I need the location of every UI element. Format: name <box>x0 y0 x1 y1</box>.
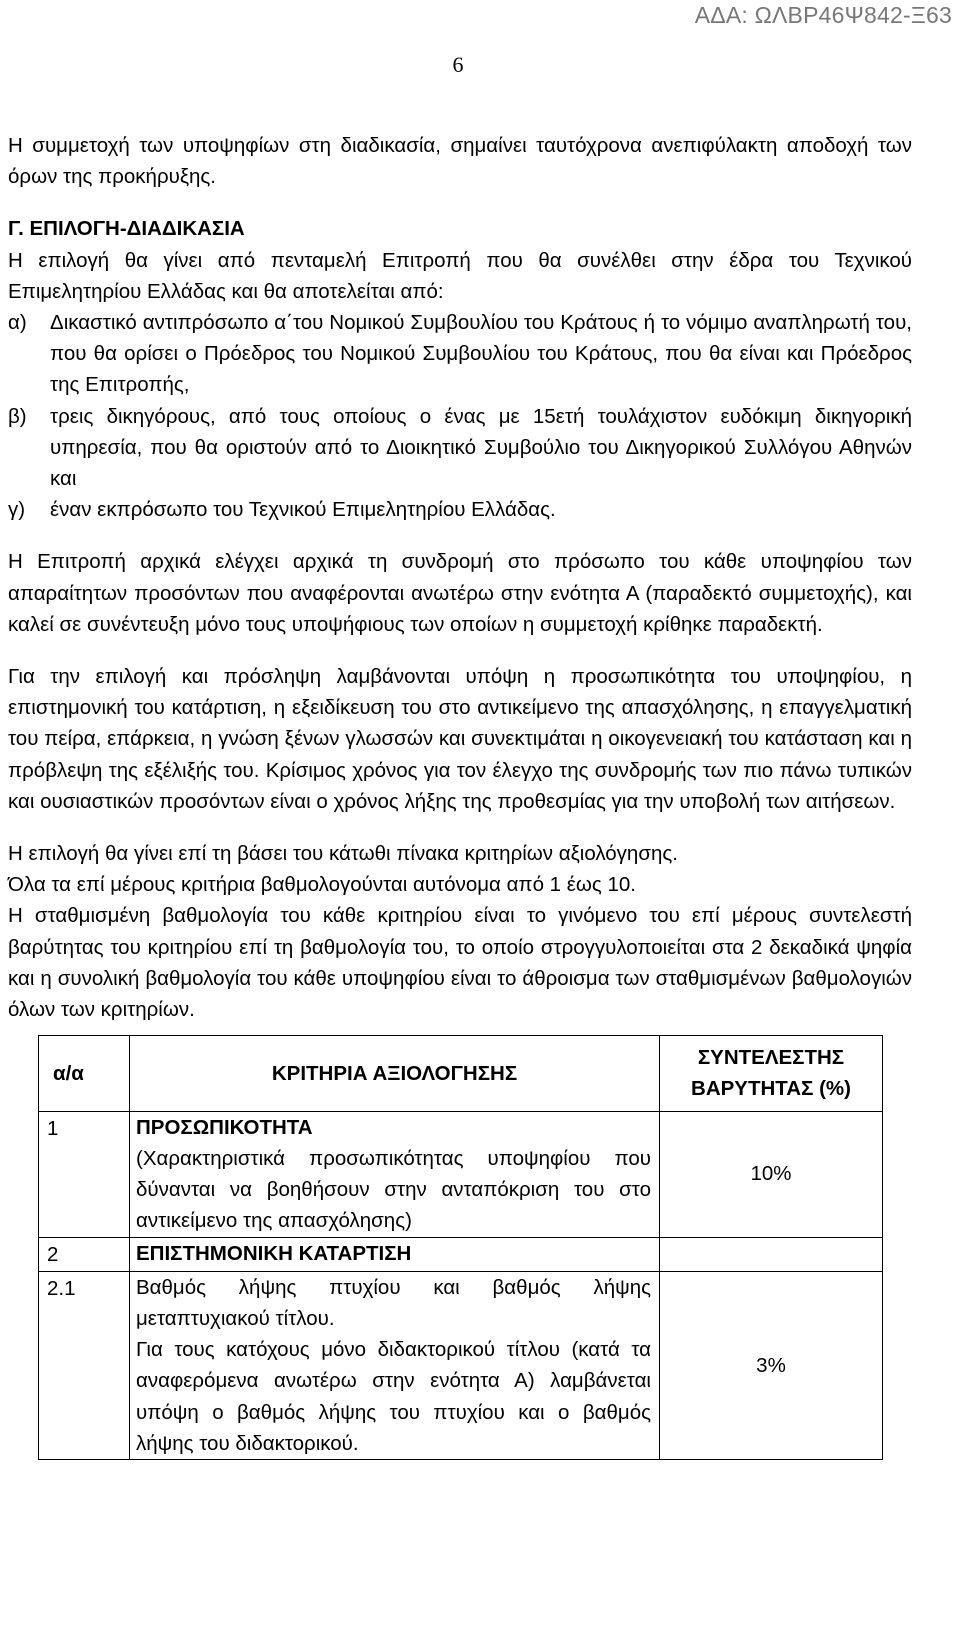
row-no: 2.1 <box>39 1271 130 1459</box>
row-weight: 10% <box>660 1111 883 1237</box>
row-weight: 3% <box>660 1271 883 1459</box>
row-title: ΕΠΙΣΤΗΜΟΝΙΚΗ ΚΑΤΑΡΤΙΣΗ <box>136 1241 412 1265</box>
committee-intro: Η επιλογή θα γίνει από πενταμελή Επιτροπή που θα συνέλθει στην έδρα του Τεχνικού Επιμελητηρίου Ελλάδας και θα αποτελείται από: <box>8 248 912 303</box>
row-no: 1 <box>39 1111 130 1237</box>
header-weight-line2: ΒΑΡΥΤΗΤΑΣ (%) <box>691 1077 851 1101</box>
member-text: τρεις δικηγόρους, από τους οποίους ο ένας με 15ετή τουλάχιστον ευδόκιμη δικηγορική υπηρεσία, που θα οριστούν από το Διοικητικό Συμβούλιο του Δικηγορικού Συλλόγου Αθηνών και <box>50 404 912 491</box>
row-criteria <box>130 1237 660 1271</box>
table-row <box>39 1271 883 1459</box>
member-label: α) <box>8 311 27 335</box>
member-text: Δικαστικό αντιπρόσωπο α΄του Νομικού Συμβουλίου του Κράτους ή το νόμιμο αναπληρωτή του, που θα ορίσει ο Πρόεδρος του Νομικού Συμβουλίου του Κράτους, που θα είναι και Πρόεδρος της Επιτροπής, <box>50 311 912 397</box>
member-label: β) <box>8 404 27 428</box>
criteria-table <box>38 1035 883 1460</box>
header-weight-line1: ΣΥΝΤΕΛΕΣΤΗΣ <box>697 1046 845 1070</box>
member-text: έναν εκπρόσωπο του Τεχνικού Επιμελητηρίου Ελλάδας. <box>50 498 556 522</box>
header-weight <box>660 1036 883 1111</box>
member-item-a <box>8 307 912 401</box>
row-weight <box>660 1237 883 1271</box>
row-description-2: Για τους κατόχους μόνο διδακτορικού τίτλου (κατά τα αναφερόμενα ανωτέρω στην ενότητα Α) λαμβάνεται υπόψη ο βαθμός λήψης του πτυχίου και ο βαθμός λήψης του διδακτορικού. <box>136 1338 651 1455</box>
table-intro-paragraph: Η επιλογή θα γίνει επί τη βάσει του κάτωθι πίνακα κριτηρίων αξιολόγησης. <box>8 842 678 866</box>
header-criteria: ΚΡΙΤΗΡΙΑ ΑΞΙΟΛΟΓΗΣΗΣ <box>130 1036 660 1111</box>
ada-code: ΑΔΑ: ΩΛΒΡ46Ψ842-Ξ63 <box>694 2 952 28</box>
page-number: 6 <box>452 52 464 77</box>
row-criteria <box>130 1271 660 1459</box>
table-row <box>39 1111 883 1237</box>
table-header-row <box>39 1036 883 1111</box>
row-no: 2 <box>39 1237 130 1271</box>
row-description: (Χαρακτηριστικά προσωπικότητας υποψηφίου που δύνανται να βοηθήσουν στην ανταπόκριση του στο αντικείμενο της απασχόλησης) <box>136 1146 651 1233</box>
header-no: α/α <box>39 1036 130 1111</box>
member-item-b <box>8 401 912 495</box>
intro-paragraph: Η συμμετοχή των υποψηφίων στη διαδικασία, σημαίνει ταυτόχρονα ανεπιφύλακτη αποδοχή των όρων της προκήρυξης. <box>8 134 912 189</box>
member-label: γ) <box>8 498 26 522</box>
table-row <box>39 1237 883 1271</box>
scale-paragraph: Όλα τα επί μέρους κριτήρια βαθμολογούνται αυτόνομα από 1 έως 10. <box>8 873 636 897</box>
row-criteria <box>130 1111 660 1237</box>
row-description: Βαθμός λήψης πτυχίου και βαθμός λήψης μεταπτυχιακού τίτλου. <box>136 1275 651 1330</box>
weighted-paragraph: Η σταθμισμένη βαθμολογία του κάθε κριτηρίου είναι το γινόμενο του επί μέρους συντελεστή βαρύτητας του κριτηρίου επί τη βαθμολογία του, το οποίο στρογγυλοποιείται στα 2 δεκαδικά ψηφία και η συνολική βαθμολογία του κάθε υποψηφίου είναι το άθροισμα των σταθμισμένων βαθμολογιών όλων των κριτηρίων. <box>8 904 912 1022</box>
member-item-c <box>8 494 912 525</box>
document-body <box>8 130 912 1460</box>
section-heading: Γ. ΕΠΙΛΟΓΗ-ΔΙΑΔΙΚΑΣΙΑ <box>8 217 245 241</box>
check-paragraph: Η Επιτροπή αρχικά ελέγχει αρχικά τη συνδρομή στο πρόσωπο του κάθε υποψηφίου των απαραίτητων προσόντων που αναφέρονται ανωτέρω στην ενότητα Α (παραδεκτό συμμετοχής), και καλεί σε συνέντευξη μόνο τους υποψήφιους των οποίων η συμμετοχή κρίθηκε παραδεκτή. <box>8 550 912 636</box>
selection-paragraph: Για την επιλογή και πρόσληψη λαμβάνονται υπόψη η προσωπικότητα του υποψηφίου, η επιστημονική του κατάρτιση, η εξειδίκευση του στο αντικείμενο της απασχόλησης, η επαγγελματική του πείρα, επάρκεια, η γνώση ξένων γλωσσών και συνεκτιμάται η οικογενειακή του κατάσταση και η πρόβλεψη της εξέλιξής του. Κρίσιμος χρόνος για τον έλεγχο της συνδρομής των πιο πάνω τυπικών και ουσιαστικών προσόντων είναι ο χρόνος λήξης της προθεσμίας για την υποβολή των αιτήσεων. <box>8 665 912 813</box>
row-title: ΠΡΟΣΩΠΙΚΟΤΗΤΑ <box>136 1115 313 1139</box>
